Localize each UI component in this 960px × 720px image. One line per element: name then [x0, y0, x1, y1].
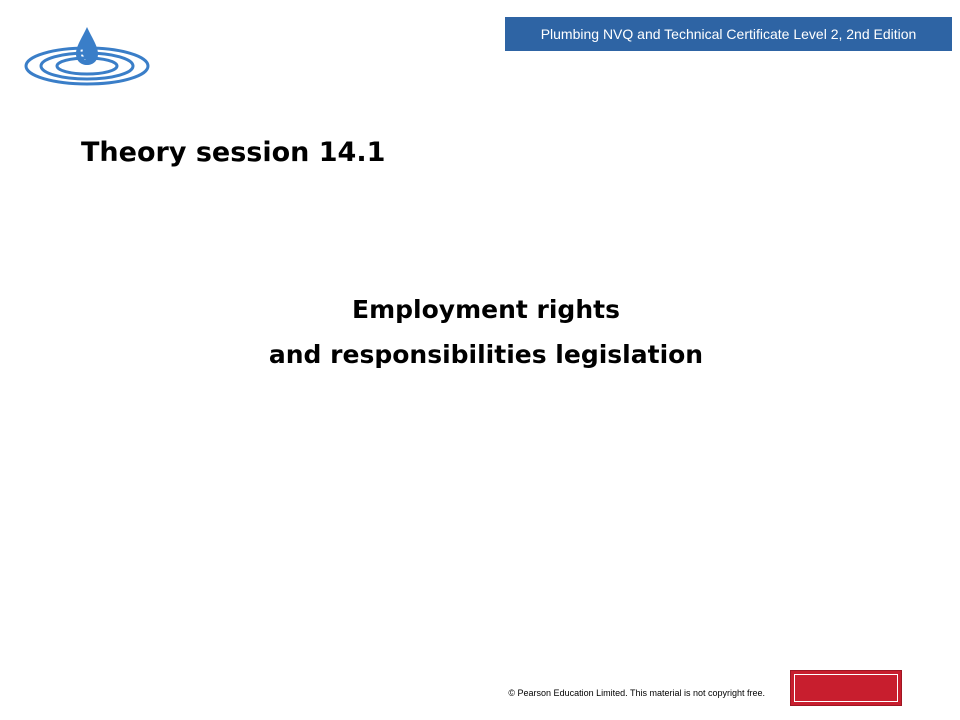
copyright-notice: © Pearson Education Limited. This material is not copyright free.: [508, 688, 765, 698]
subtitle-line-2: and responsibilities legislation: [268, 340, 704, 369]
publisher-logo: [790, 670, 902, 706]
course-title-banner: Plumbing NVQ and Technical Certificate Level 2, 2nd Edition: [505, 17, 952, 51]
subtitle-line-1: Employment rights: [352, 295, 620, 324]
slide-title: Theory session 14.1: [81, 137, 386, 168]
slide-subtitle: [0, 287, 960, 377]
water-drop-logo-icon: [22, 22, 152, 90]
